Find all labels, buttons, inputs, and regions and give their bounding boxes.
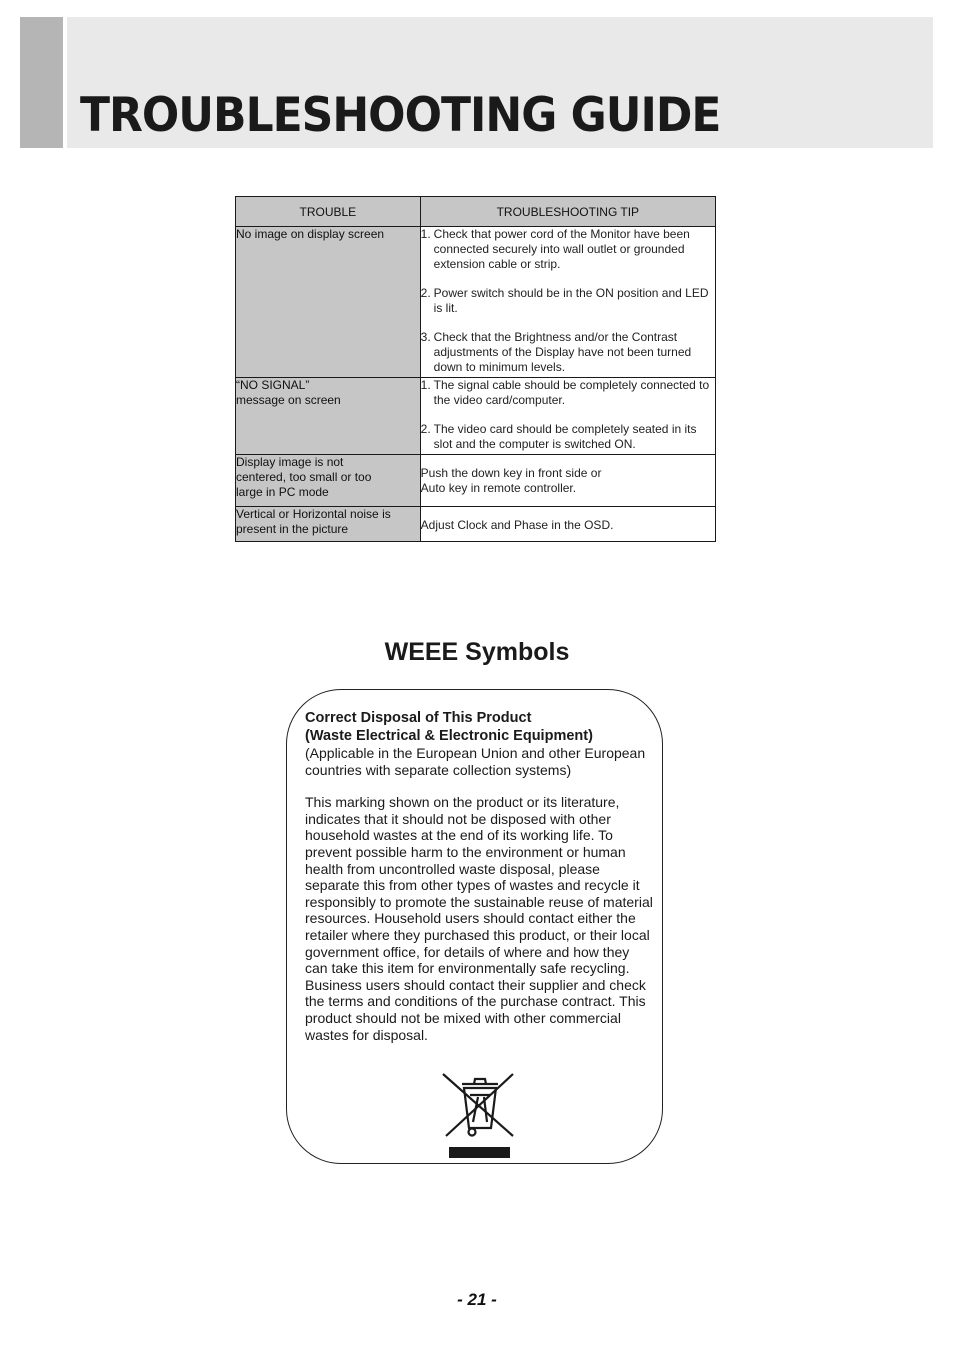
trouble-text: “NO SIGNAL” message on screen bbox=[236, 378, 341, 407]
weee-subheading: (Waste Electrical & Electronic Equipment) bbox=[305, 728, 593, 744]
tip-text: The signal cable should be completely connected to the video card/computer. bbox=[433, 378, 710, 407]
tip-text: Push the down key in front side or Auto key in remote controller. bbox=[420, 466, 602, 495]
table-header-row bbox=[236, 197, 716, 227]
trouble-cell: No image on display screen bbox=[236, 227, 421, 378]
tip-number: 2. bbox=[420, 286, 431, 300]
tip-cell bbox=[420, 227, 715, 378]
tip-cell bbox=[420, 507, 715, 542]
weee-heading: Correct Disposal of This Product bbox=[305, 710, 532, 726]
tip-text: Adjust Clock and Phase in the OSD. bbox=[420, 518, 614, 532]
tip-number: 1. bbox=[420, 227, 431, 241]
page-number: - 21 - bbox=[457, 1290, 497, 1309]
table-row bbox=[236, 227, 716, 378]
tip-cell bbox=[420, 378, 715, 455]
weee-applicability: (Applicable in the European Union and other European countries with separate collection systems) bbox=[305, 745, 646, 778]
weee-body: This marking shown on the product or its literature, indicates that it should not be disposed with other household wastes at the end of its working life. To prevent possible harm to the environment or human health from uncontrolled waste disposal, please separate this from other types of wastes and recycle it responsibly to promote the sustainable reuse of material resources. Household users should contact either the retailer where they purchased this product, or their local government office, for details of where and how they can take this item for environmentally safe recycling. Business users should contact their supplier and check the terms and conditions of the purchase contract. This product should not be mixed with other commercial wastes for disposal. bbox=[305, 794, 653, 1043]
tip-text: Check that the Brightness and/or the Contrast adjustments of the Display have not been turned down to minimum levels. bbox=[433, 330, 692, 374]
tip-text: The video card should be completely seated in its slot and the computer is switched ON. bbox=[433, 422, 697, 451]
crossed-out-wheelie-bin-icon bbox=[440, 1070, 516, 1160]
table-row bbox=[236, 507, 716, 542]
table-row bbox=[236, 378, 716, 455]
troubleshooting-table bbox=[235, 196, 716, 542]
trouble-cell bbox=[236, 378, 421, 455]
tip-cell bbox=[420, 455, 715, 507]
trouble-text: Display image is not centered, too small or too large in PC mode bbox=[236, 455, 372, 499]
trouble-cell bbox=[236, 455, 421, 507]
weee-notice-text bbox=[305, 709, 655, 1043]
page-title: TROUBLESHOOTING GUIDE bbox=[80, 88, 721, 144]
tip-text: Power switch should be in the ON position and LED is lit. bbox=[433, 286, 709, 315]
tip-text: Check that power cord of the Monitor have been connected securely into wall outlet or grounded extension cable or strip. bbox=[433, 227, 690, 271]
tip-number: 1. bbox=[420, 378, 431, 392]
tip-item bbox=[421, 330, 715, 375]
tip-item bbox=[421, 378, 715, 408]
trouble-cell: Vertical or Horizontal noise is present in the picture bbox=[236, 507, 421, 542]
column-header-tip: TROUBLESHOOTING TIP bbox=[420, 197, 715, 227]
header-divider bbox=[63, 17, 67, 148]
tip-item bbox=[421, 227, 715, 272]
tip-number: 3. bbox=[420, 330, 431, 344]
tip-number: 2. bbox=[420, 422, 431, 436]
tip-item bbox=[421, 422, 715, 452]
header-accent-bar bbox=[20, 17, 63, 148]
tip-item bbox=[421, 286, 715, 316]
column-header-trouble: TROUBLE bbox=[236, 197, 421, 227]
weee-section-title: WEEE Symbols bbox=[384, 638, 570, 666]
table-row bbox=[236, 455, 716, 507]
